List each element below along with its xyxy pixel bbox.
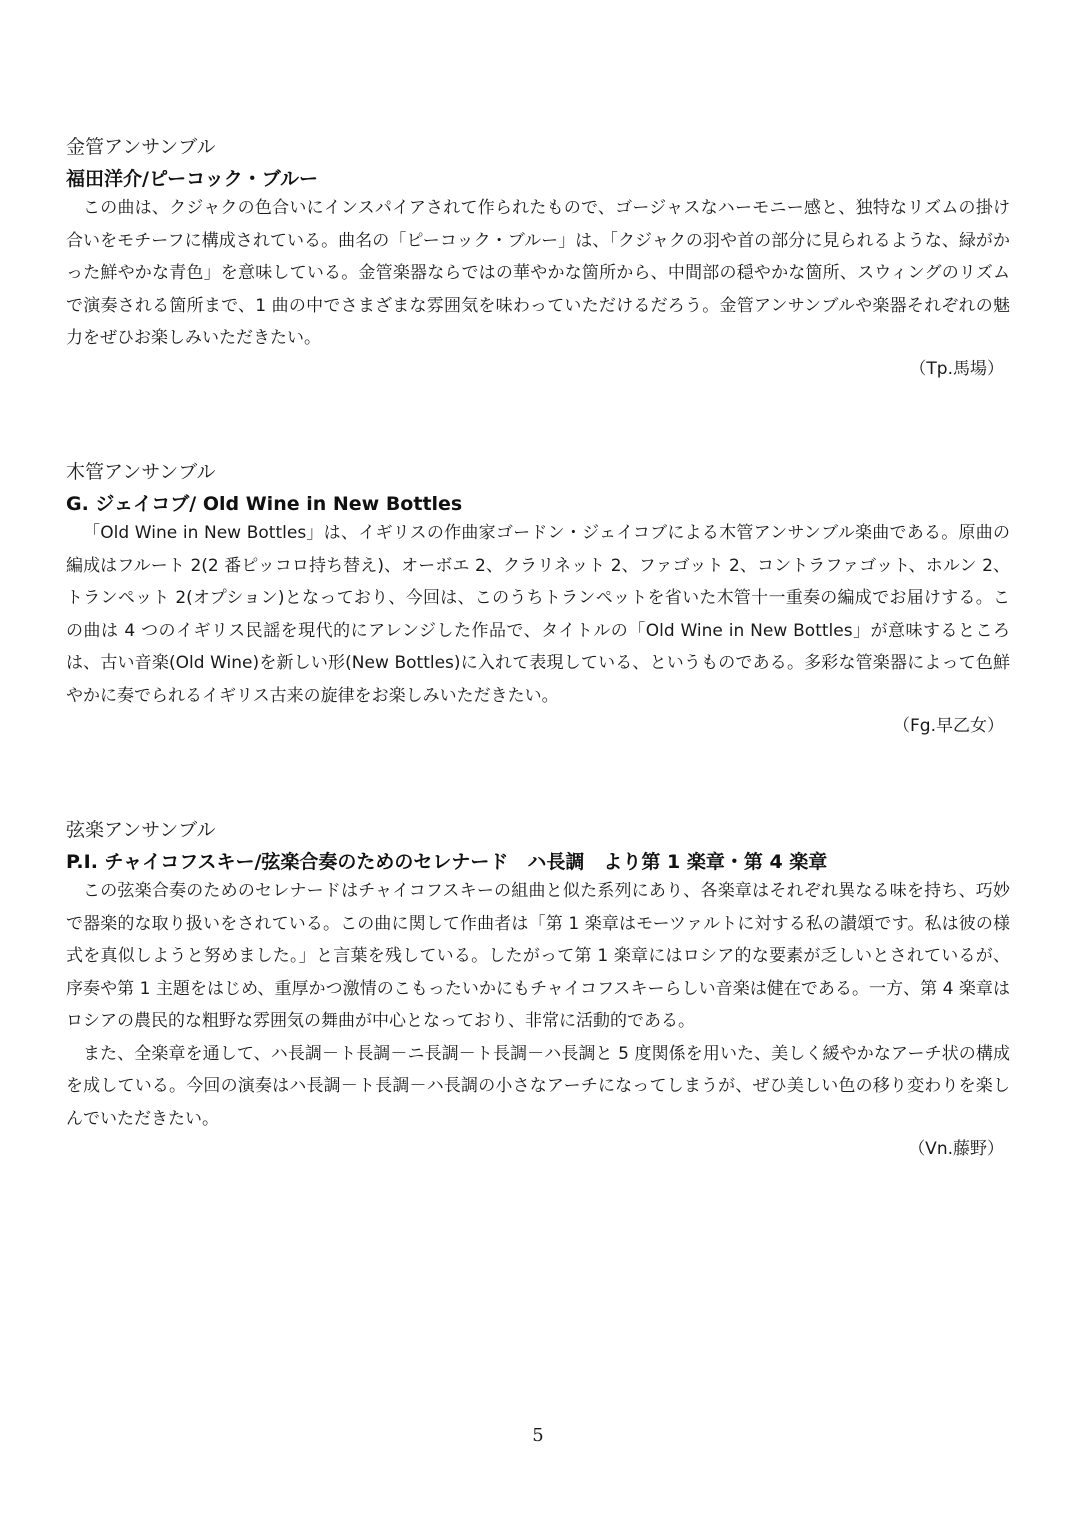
section-category: 弦楽アンサンブル xyxy=(66,819,216,841)
piece-title: 福田洋介/ピーコック・ブルー xyxy=(66,168,319,190)
piece-title: P.I. チャイコフスキー/弦楽合奏のためのセレナード ハ長調 より第 1 楽章・第 4 楽章 xyxy=(66,851,828,873)
piece-title: G. ジェイコブ/ Old Wine in New Bottles xyxy=(66,493,463,515)
section-woodwind xyxy=(66,460,1010,738)
description-paragraph: この弦楽合奏のためのセレナードはチャイコフスキーの組曲と似た系列にあり、各楽章はそれぞれ異なる味を持ち、巧妙で器楽的な取り扱いをされている。この曲に関して作曲者は「第 1 楽章はモーツァルトに対する私の讃頌です。私は彼の様式を真似しようと努めました。」と言葉を残している。したがって第 1 楽章にはロシア的な要素が乏しいとされているが、序奏や第 1 主題をはじめ、重厚かつ激情のこもったいかにもチャイコフスキーらしい音楽は健在である。一方、第 4 楽章はロシアの農民的な粗野な雰囲気の舞曲が中心となっており、非常に活動的である。 xyxy=(66,881,1010,1031)
author-credit: （Vn.藤野） xyxy=(908,1139,1004,1159)
section-brass xyxy=(66,135,1010,381)
author-credit: （Fg.早乙女） xyxy=(893,716,1004,736)
section-category: 金管アンサンブル xyxy=(66,136,216,158)
description-paragraph: この曲は、クジャクの色合いにインスパイアされて作られたもので、ゴージャスなハーモニー感と、独特なリズムの掛け合いをモチーフに構成されている。曲名の「ピーコック・ブルー」は、「クジャクの羽や首の部分に見られるような、緑がかった鮮やかな青色」を意味している。金管楽器ならではの華やかな箇所から、中間部の穏やかな箇所、スウィングのリズムで演奏される箇所まで、1 曲の中でさまざまな雰囲気を味わっていただけるだろう。金管アンサンブルや楽器それぞれの魅力をぜひお楽しみいただきたい。 xyxy=(66,198,1010,348)
author-credit: （Tp.馬場） xyxy=(909,358,1004,379)
section-strings xyxy=(66,818,1010,1161)
section-category: 木管アンサンブル xyxy=(66,461,216,483)
page-number: 5 xyxy=(532,1425,544,1446)
description-paragraph: また、全楽章を通して、ハ長調－ト長調－ニ長調－ト長調－ハ長調と 5 度関係を用いた、美しく緩やかなアーチ状の構成を成している。今回の演奏はハ長調－ト長調－ハ長調の小さなアーチになってしまうが、ぜひ美しい色の移り変わりを楽しんでいただきたい。 xyxy=(66,1043,1010,1129)
description-paragraph: 「Old Wine in New Bottles」は、イギリスの作曲家ゴードン・ジェイコブによる木管アンサンブル楽曲である。原曲の編成はフルート 2(2 番ピッコロ持ち替え)、オーボエ 2、クラリネット 2、ファゴット 2、コントラファゴット、ホルン 2、トランペット 2(オプション)となっており、今回は、このうちトランペットを省いた木管十一重奏の編成でお届けする。この曲は 4 つのイギリス民謡を現代的にアレンジした作品で、タイトルの「Old Wine in New Bottles」が意味するところは、古い音楽(Old Wine)を新しい形(New Bottles)に入れて表現している、というものである。多彩な管楽器によって色鮮やかに奏でられるイギリス古来の旋律をお楽しみいただきたい。 xyxy=(66,523,1010,706)
